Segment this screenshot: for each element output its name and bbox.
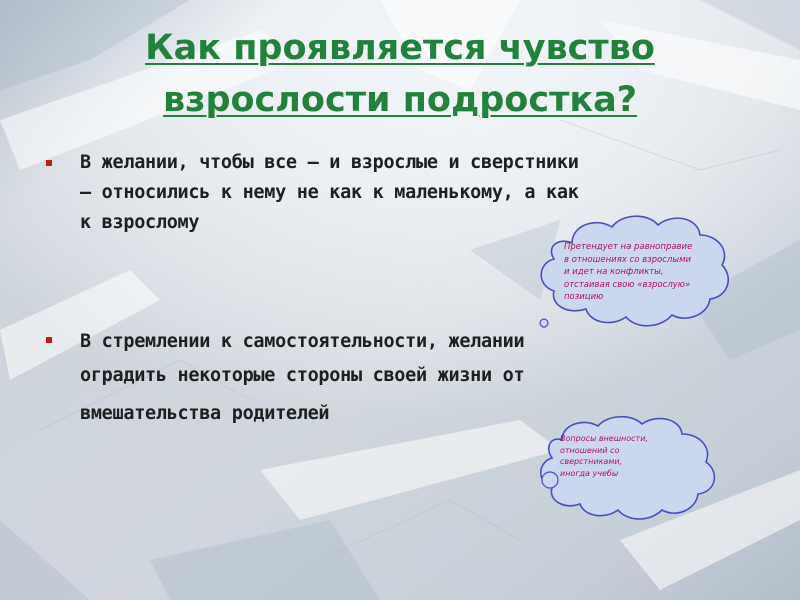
title-line-2: взрослости подростка? [162,80,638,120]
bullet-marker-icon [46,337,52,343]
callout-1-line-3: и идет на конфликты, [564,267,664,277]
callout-2-line-1: Вопросы внешности, [560,434,648,443]
callout-2-text [560,433,680,479]
callout-1-line-1: Претендует на равноправие [564,242,693,252]
bullet-marker-icon [46,160,52,166]
callout-1-line-4: отстаивая свою «взрослую» [564,279,691,290]
callout-1-text [564,241,728,304]
bullet-1-line-2: – относились к нему не как к маленькому, а как [80,182,579,203]
callout-2-line-4: иногда учебы [560,468,619,478]
title-line-1: Как проявляется чувство [145,28,655,68]
callout-2-line-3: сверстниками, [560,457,623,466]
callout-1-line-2: в отношениях со взрослыми [564,254,692,265]
thought-cloud-callout-1 [532,211,734,331]
bullet-2-line-1: В стремлении к самостоятельности, желании [80,331,525,352]
bullet-1-line-3: к взрослому [80,212,200,233]
callout-1-line-5: позицию [564,292,604,302]
bullet-1-line-1: В желании, чтобы все – и взрослые и сверстники [80,152,579,173]
callout-2-line-2: отношений со [560,445,620,455]
thought-cloud-callout-2 [528,414,724,522]
bullet-2-line-2: оградить некоторые стороны своей жизни от [80,365,525,386]
bullet-2-line-3: вмешательства родителей [80,403,330,424]
slide-title [100,22,700,126]
